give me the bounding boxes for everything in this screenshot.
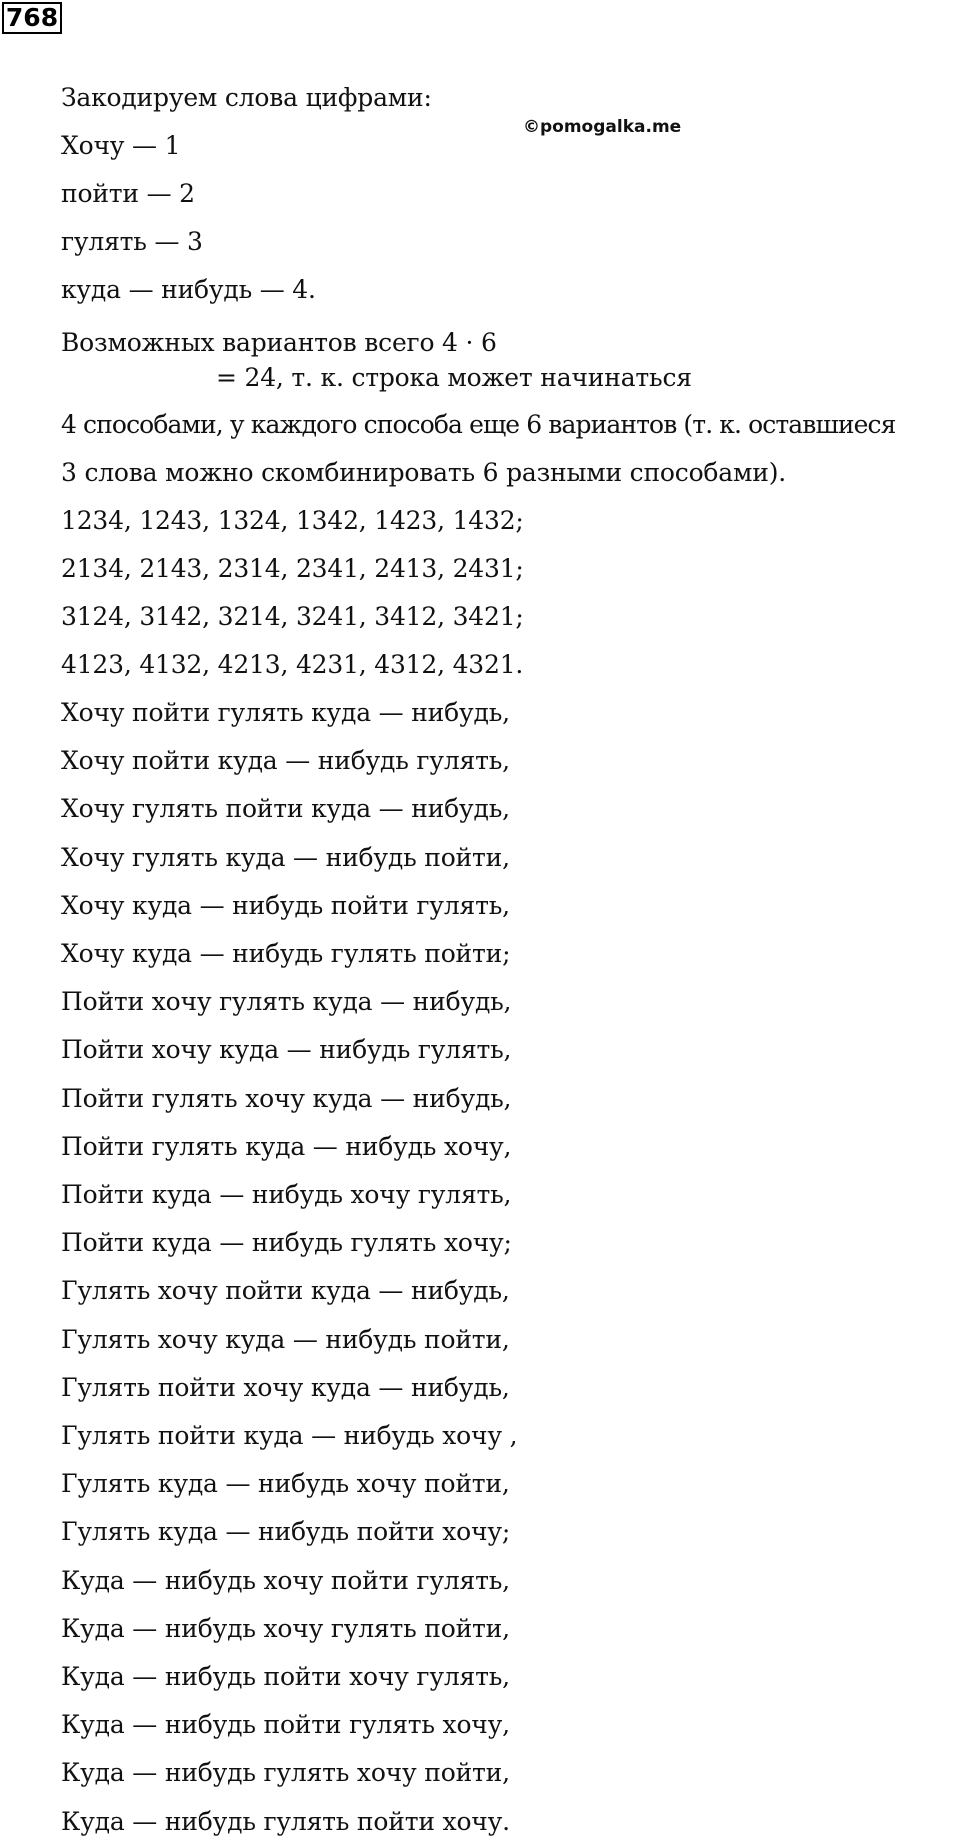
phrase-line: Куда — нибудь пойти хочу гулять, — [61, 1662, 510, 1691]
phrase-line: Куда — нибудь гулять хочу пойти, — [61, 1758, 510, 1787]
phrase-line: Пойти гулять куда — нибудь хочу, — [61, 1132, 512, 1161]
code-line: гулять — 3 — [61, 227, 203, 256]
explanation-line: Возможных вариантов всего 4 · 6 — [61, 328, 497, 357]
phrase-line: Гулять куда — нибудь пойти хочу; — [61, 1517, 511, 1546]
phrase-line: Хочу пойти куда — нибудь гулять, — [61, 746, 510, 775]
code-line: пойти — 2 — [61, 179, 195, 208]
code-line: Хочу — 1 — [61, 131, 181, 160]
phrase-line: Куда — нибудь хочу гулять пойти, — [61, 1614, 510, 1643]
phrase-line: Пойти гулять хочу куда — нибудь, — [61, 1084, 512, 1113]
phrase-line: Гулять хочу пойти куда — нибудь, — [61, 1276, 510, 1305]
phrase-line: Пойти куда — нибудь хочу гулять, — [61, 1180, 512, 1209]
phrase-line: Куда — нибудь пойти гулять хочу, — [61, 1710, 510, 1739]
phrase-line: Гулять хочу куда — нибудь пойти, — [61, 1325, 510, 1354]
phrase-line: Гулять пойти хочу куда — нибудь, — [61, 1373, 510, 1402]
watermark: ©pomogalka.me — [523, 117, 682, 137]
explanation-line: 3 слова можно скомбинировать 6 разными способами). — [61, 458, 786, 487]
phrase-line: Хочу гулять куда — нибудь пойти, — [61, 843, 510, 872]
number-row: 3124, 3142, 3214, 3241, 3412, 3421; — [61, 602, 524, 631]
phrase-line: Пойти хочу куда — нибудь гулять, — [61, 1035, 512, 1064]
explanation-line: 4 способами, у каждого способа еще 6 вариантов (т. к. оставшиеся — [61, 410, 896, 439]
phrase-line: Пойти куда — нибудь гулять хочу; — [61, 1228, 512, 1257]
phrase-line: Хочу пойти гулять куда — нибудь, — [61, 698, 510, 727]
phrase-line: Пойти хочу гулять куда — нибудь, — [61, 987, 512, 1016]
phrase-line: Гулять пойти куда — нибудь хочу , — [61, 1421, 518, 1450]
phrase-line: Куда — нибудь гулять пойти хочу. — [61, 1807, 510, 1836]
phrase-line: Хочу куда — нибудь гулять пойти; — [61, 939, 511, 968]
number-row: 1234, 1243, 1324, 1342, 1423, 1432; — [61, 506, 524, 535]
number-row: 4123, 4132, 4213, 4231, 4312, 4321. — [61, 650, 524, 679]
phrase-line: Хочу гулять пойти куда — нибудь, — [61, 794, 510, 823]
phrase-line: Гулять куда — нибудь хочу пойти, — [61, 1469, 510, 1498]
problem-number: 768 — [2, 2, 62, 34]
phrase-line: Куда — нибудь хочу пойти гулять, — [61, 1566, 510, 1595]
number-row: 2134, 2143, 2314, 2341, 2413, 2431; — [61, 554, 524, 583]
explanation-line: = 24, т. к. строка может начинаться — [216, 363, 692, 392]
intro-heading: Закодируем слова цифрами: — [61, 83, 432, 112]
code-line: куда — нибудь — 4. — [61, 275, 316, 304]
phrase-line: Хочу куда — нибудь пойти гулять, — [61, 891, 510, 920]
